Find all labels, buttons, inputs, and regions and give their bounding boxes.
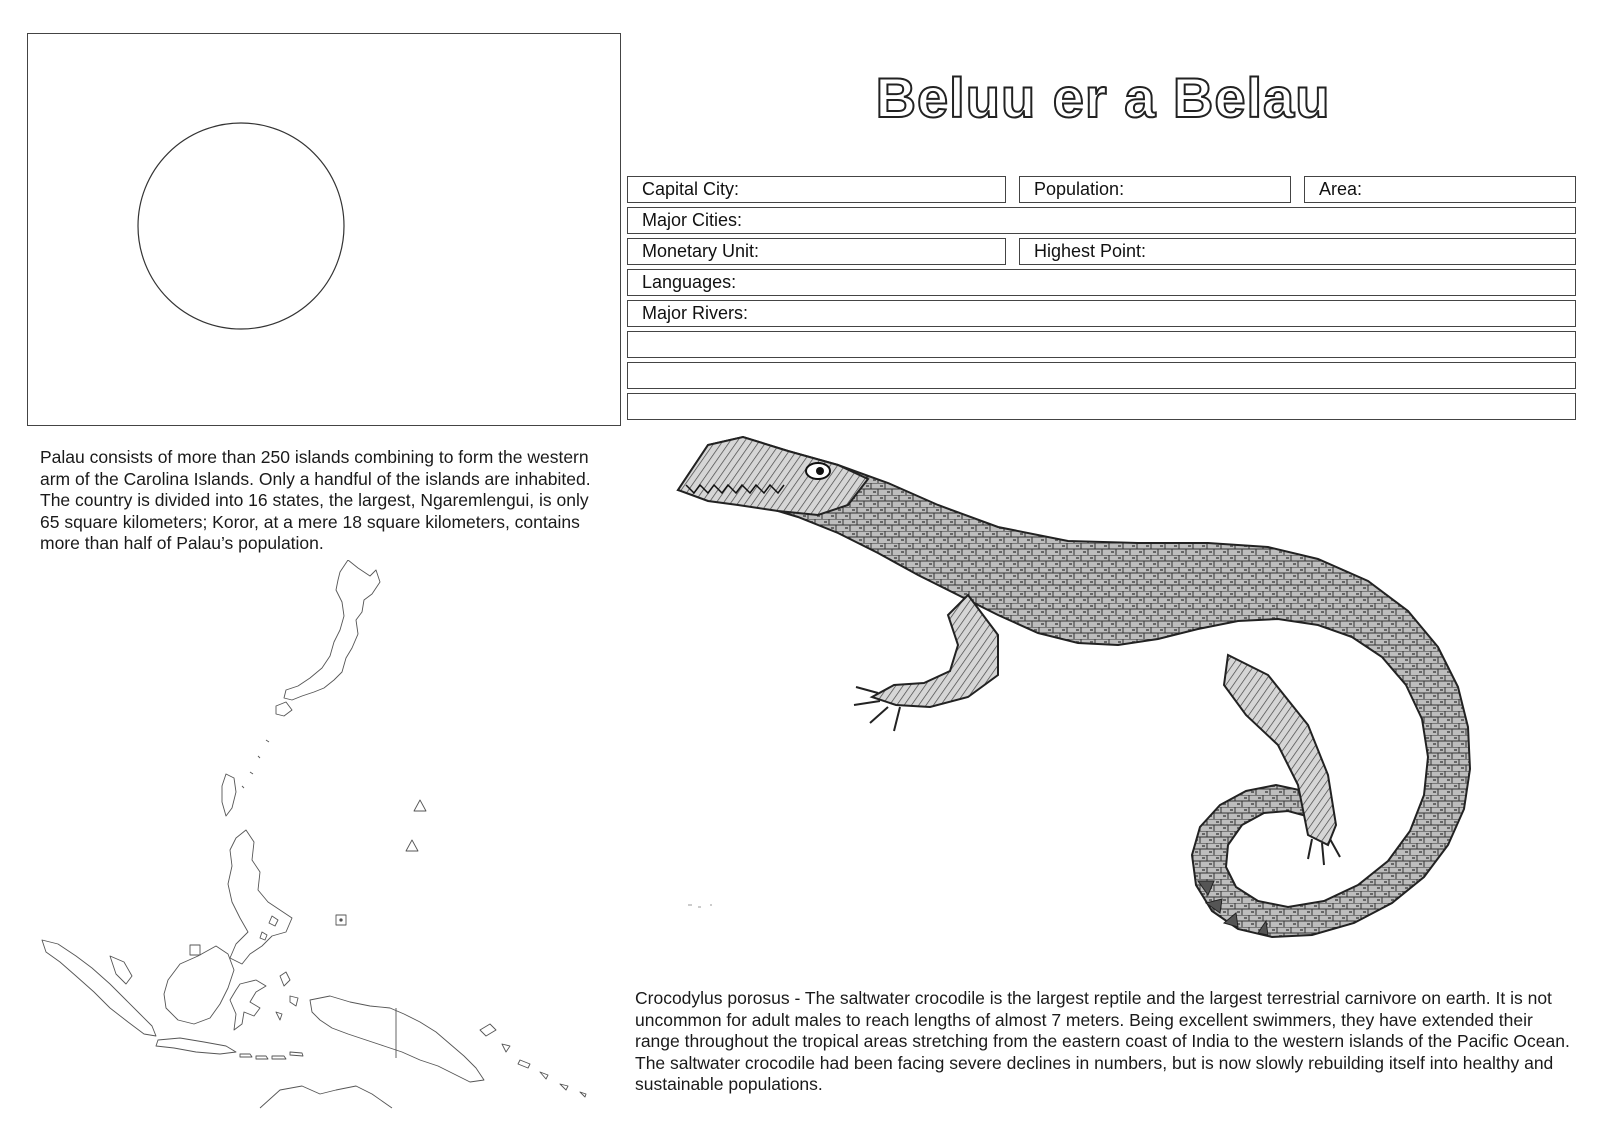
region-map <box>40 560 620 1110</box>
country-description: Palau consists of more than 250 islands combining to form the western arm of the Carolina Islands. Only a handful of the islands are inhabited. The country is divided into 16 states, the largest, Ngaremlengui, is only 65 square kilometers; Koror, at a mere 18 square kilometers, contains more than half of Palau’s population. <box>40 447 591 553</box>
area-field[interactable]: Area: <box>1304 176 1576 203</box>
blank-field[interactable] <box>627 362 1576 389</box>
crocodile-icon <box>668 435 1548 960</box>
population-field[interactable]: Population: <box>1019 176 1291 203</box>
animal-caption: Crocodylus porosus - The saltwater crocodile is the largest reptile and the largest terrestrial carnivore on earth. It is not uncommon for adult males to reach lengths of almost 7 meters. Being excellent swimmers, they have extended their range throughout the tropical areas stretching from the eastern coast of India to the western islands of the Pacific Ocean. The saltwater crocodile had been facing severe declines in numbers, but is now slowly rebuilding itself into healthy and sustainable populations. <box>635 988 1570 1094</box>
major-rivers-field[interactable]: Major Rivers: <box>627 300 1576 327</box>
blank-field[interactable] <box>627 331 1576 358</box>
monetary-unit-field[interactable]: Monetary Unit: <box>627 238 1006 265</box>
highest-point-field[interactable]: Highest Point: <box>1019 238 1576 265</box>
capital-city-field[interactable]: Capital City: <box>627 176 1006 203</box>
page-title: Beluu er a Belau <box>875 66 1331 129</box>
major-cities-field[interactable]: Major Cities: <box>627 207 1576 234</box>
blank-field[interactable] <box>627 393 1576 420</box>
crocodile-illustration <box>668 435 1548 960</box>
flag-circle-icon <box>28 34 622 427</box>
flag-outline <box>27 33 621 426</box>
languages-field[interactable]: Languages: <box>627 269 1576 296</box>
